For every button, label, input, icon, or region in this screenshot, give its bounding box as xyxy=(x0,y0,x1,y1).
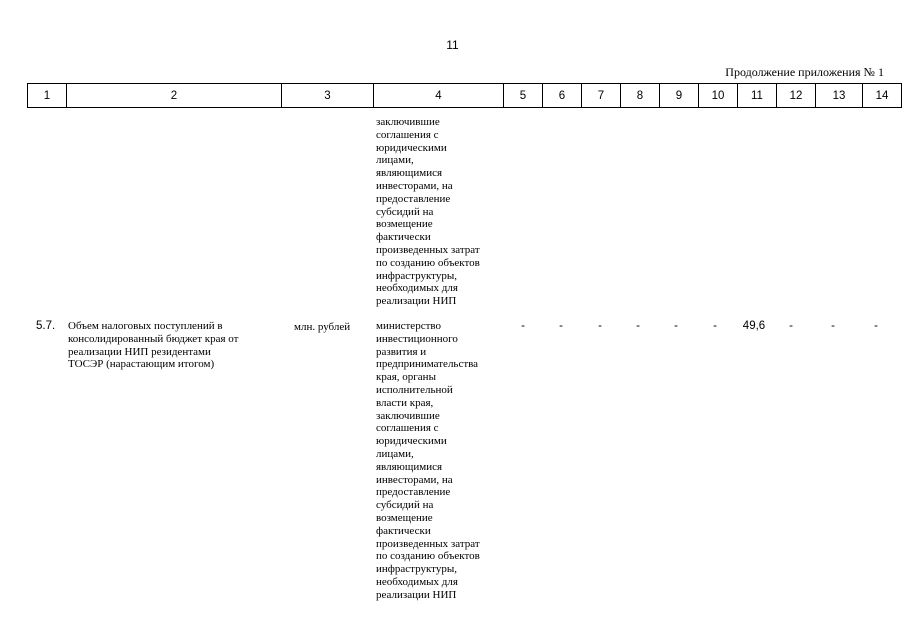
unit-text: млн. рублей xyxy=(294,321,351,333)
page-number: 11 xyxy=(446,38,459,52)
column-header: 5 xyxy=(504,84,543,108)
column-header: 9 xyxy=(660,84,699,108)
continuation-label: Продолжение приложения № 1 xyxy=(725,65,884,79)
value-col-9: - xyxy=(674,320,678,332)
value-col-14: - xyxy=(874,320,878,332)
column-header: 3 xyxy=(282,84,374,108)
column-header: 13 xyxy=(816,84,863,108)
column-header: 2 xyxy=(67,84,282,108)
value-col-5: - xyxy=(521,320,525,332)
executor-text: министерство инвестиционного развития и предпринимательства края, органы исполнительной власти края, заключившие соглашения с юридическими лицами, являющимися инвесторами, на предоставление субсидий на возмещение фактически произведенных затрат по созданию объектов инфраструктуры, необходимых для реализации НИП xyxy=(376,320,480,601)
value-col-12: - xyxy=(789,320,793,332)
column-header: 4 xyxy=(374,84,504,108)
row-number: 5.7. xyxy=(36,320,56,332)
column-header: 6 xyxy=(543,84,582,108)
value-col-13: - xyxy=(831,320,835,332)
column-header: 10 xyxy=(699,84,738,108)
indicator-text: Объем налоговых поступлений в консолидированный бюджет края от реализации НИП резидентами ТОСЭР (нарастающим итогом) xyxy=(68,320,239,371)
value-col-6: - xyxy=(559,320,563,332)
value-col-10: - xyxy=(713,320,717,332)
column-header: 8 xyxy=(621,84,660,108)
value-col-8: - xyxy=(636,320,640,332)
value-col-11: 49,6 xyxy=(742,320,766,332)
column-header: 11 xyxy=(738,84,777,108)
column-header: 12 xyxy=(777,84,816,108)
value-col-7: - xyxy=(598,320,602,332)
column-header: 14 xyxy=(863,84,902,108)
carryover-executor-text: заключившие соглашения с юридическими лицами, являющимися инвесторами, на предоставление субсидий на возмещение фактически произведенных затрат по созданию объектов инфраструктуры, необходимых для реализации НИП xyxy=(376,116,480,308)
column-header: 1 xyxy=(28,84,67,108)
column-number-header xyxy=(27,83,902,108)
column-header: 7 xyxy=(582,84,621,108)
